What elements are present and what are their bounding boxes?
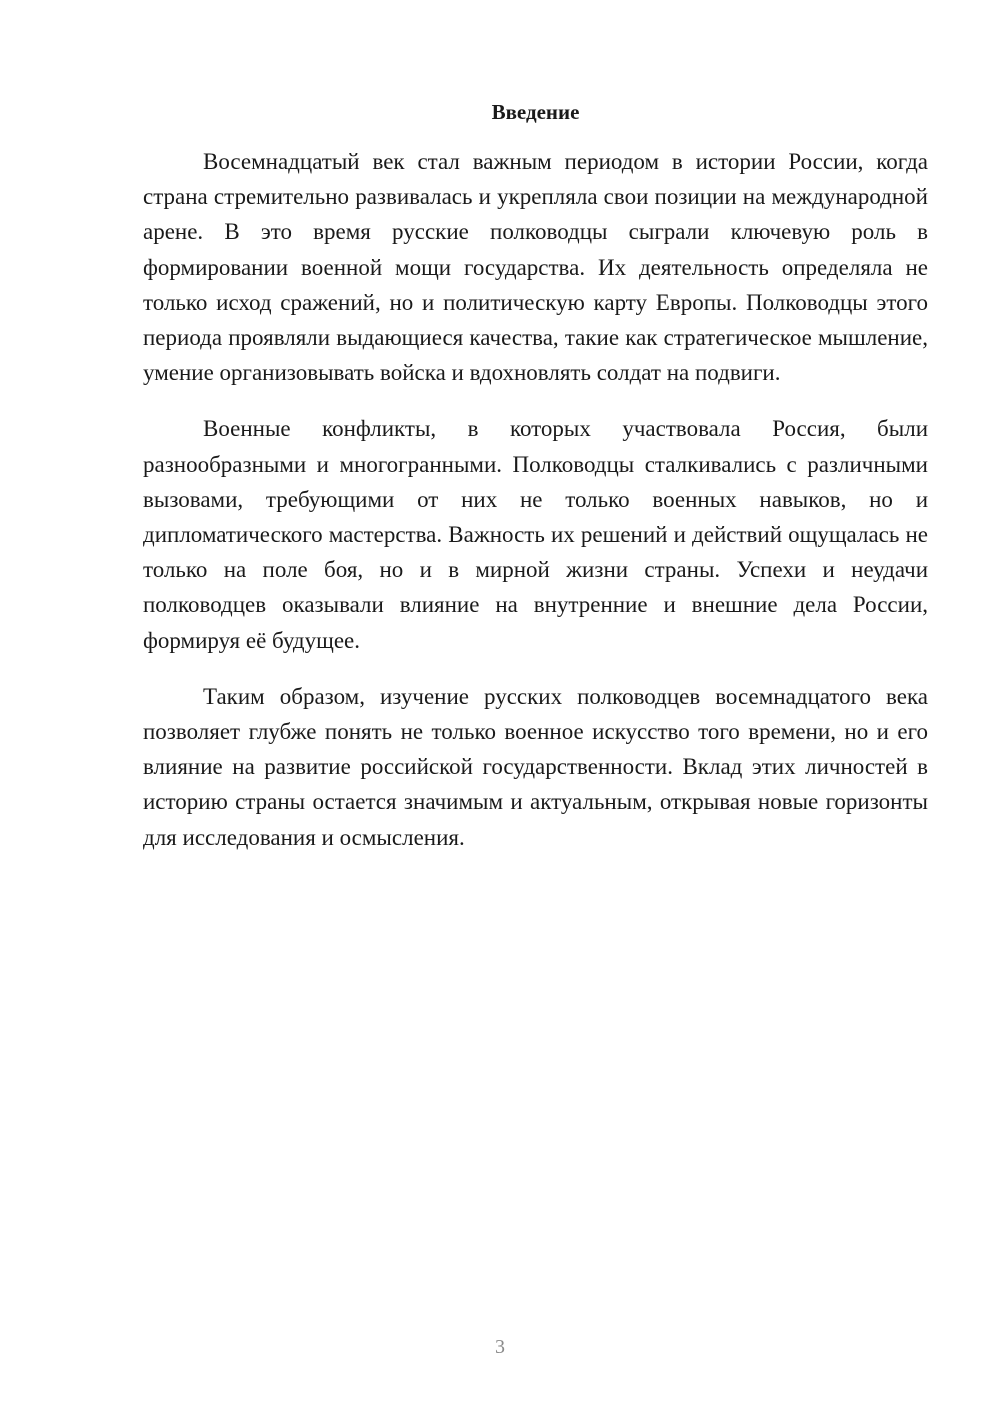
document-body <box>143 144 928 876</box>
paragraph-3: Таким образом, изучение русских полководцев восемнадцатого века позволяет глубже понять не только военное искусство того времени, но и его влияние на развитие российской государственности. Вклад этих личностей в историю страны остается значимым и актуальным, открывая новые горизонты для исследования и осмысления. <box>143 683 928 850</box>
page-number: 3 <box>495 1336 505 1358</box>
page-title: Введение <box>491 100 580 124</box>
paragraph-2: Военные конфликты, в которых участвовала Россия, были разнообразными и многогранными. Полководцы сталкивались с различными вызовами, требующими от них не только военных навыков, но и дипломатического мастерства. Важность их решений и действий ощущалась не только на поле боя, но и в мирной жизни страны. Успехи и неудачи полководцев оказывали влияние на внутренние и внешние дела России, формируя её будущее. <box>143 416 928 653</box>
paragraph-1: Восемнадцатый век стал важным периодом в истории России, когда страна стремительно развивалась и укрепляла свои позиции на международной арене. В это время русские полководцы сыграли ключевую роль в формировании военной мощи государства. Их деятельность определяла не только исход сражений, но и политическую карту Европы. Полководцы этого периода проявляли выдающиеся качества, такие как стратегическое мышление, умение организовывать войска и вдохновлять солдат на подвиги. <box>143 149 928 386</box>
